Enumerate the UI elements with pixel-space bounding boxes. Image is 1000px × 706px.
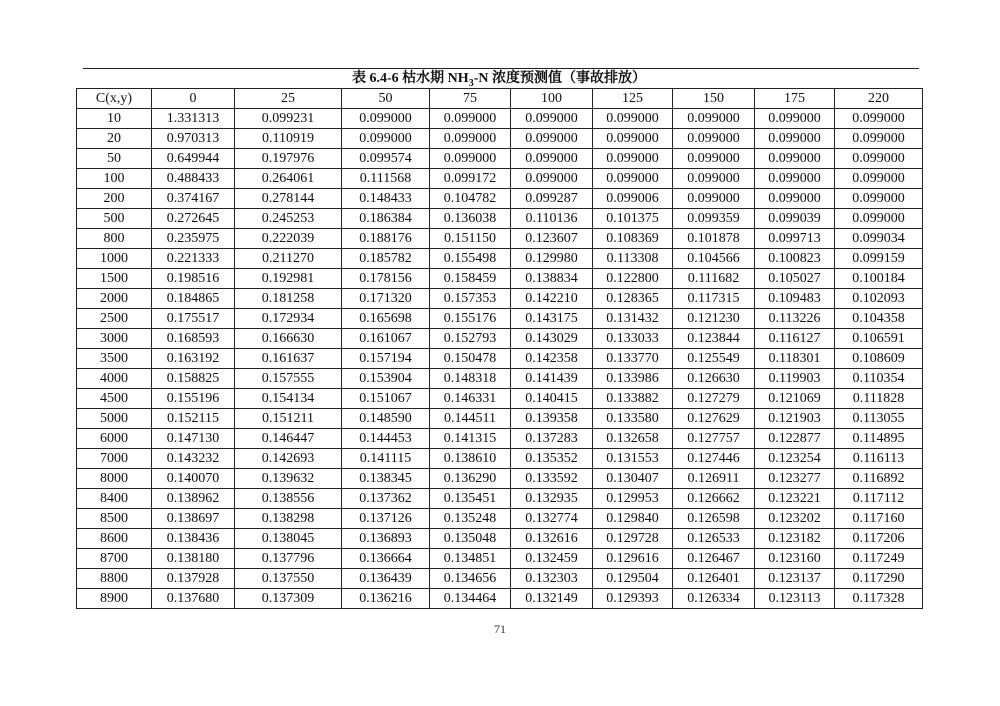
table-cell: 0.123137: [755, 569, 835, 589]
table-cell: 0.157194: [342, 349, 430, 369]
table-cell: 0.138345: [342, 469, 430, 489]
table-cell: 0.154134: [235, 389, 342, 409]
table-cell: 0.138962: [152, 489, 235, 509]
table-cell: 0.126630: [673, 369, 755, 389]
table-cell: 0.137309: [235, 589, 342, 609]
table-cell: 0.104782: [430, 189, 511, 209]
table-cell: 0.138697: [152, 509, 235, 529]
table-cell: 0.123844: [673, 329, 755, 349]
table-cell: 0.116127: [755, 329, 835, 349]
table-cell: 0.197976: [235, 149, 342, 169]
table-cell: 0.171320: [342, 289, 430, 309]
table-cell: 0.133592: [511, 469, 593, 489]
table-cell: 0.155176: [430, 309, 511, 329]
row-header-cell: 800: [77, 229, 152, 249]
table-cell: 0.138834: [511, 269, 593, 289]
table-cell: 0.138436: [152, 529, 235, 549]
row-header-cell: 8400: [77, 489, 152, 509]
table-cell: 0.113226: [755, 309, 835, 329]
table-row: [77, 109, 923, 129]
column-header: 50: [342, 89, 430, 109]
table-cell: 0.161067: [342, 329, 430, 349]
table-cell: 0.152793: [430, 329, 511, 349]
table-row: [77, 589, 923, 609]
table-cell: 0.108609: [835, 349, 923, 369]
column-header: 125: [593, 89, 673, 109]
table-cell: 0.117206: [835, 529, 923, 549]
table-cell: 0.132303: [511, 569, 593, 589]
table-cell: 0.133770: [593, 349, 673, 369]
table-cell: 0.099000: [593, 129, 673, 149]
row-header-cell: 8600: [77, 529, 152, 549]
table-cell: 0.175517: [152, 309, 235, 329]
table-cell: 0.163192: [152, 349, 235, 369]
table-cell: 0.137126: [342, 509, 430, 529]
table-cell: 0.140070: [152, 469, 235, 489]
table-cell: 0.099000: [673, 189, 755, 209]
table-body: [77, 109, 923, 609]
table-cell: 0.099000: [511, 109, 593, 129]
table-row: [77, 209, 923, 229]
table-row: [77, 129, 923, 149]
table-cell: 0.131432: [593, 309, 673, 329]
table-cell: 0.099000: [835, 109, 923, 129]
table-cell: 0.165698: [342, 309, 430, 329]
table-cell: 0.272645: [152, 209, 235, 229]
table-cell: 0.138045: [235, 529, 342, 549]
table-cell: 0.126911: [673, 469, 755, 489]
table-cell: 0.138610: [430, 449, 511, 469]
table-cell: 0.126533: [673, 529, 755, 549]
table-row: [77, 249, 923, 269]
table-cell: 0.126598: [673, 509, 755, 529]
row-header-cell: 8000: [77, 469, 152, 489]
table-cell: 0.099000: [835, 149, 923, 169]
row-header-cell: 1500: [77, 269, 152, 289]
table-cell: 0.125549: [673, 349, 755, 369]
table-cell: 0.188176: [342, 229, 430, 249]
table-cell: 0.123182: [755, 529, 835, 549]
table-cell: 0.155196: [152, 389, 235, 409]
table-cell: 0.137283: [511, 429, 593, 449]
table-cell: 0.374167: [152, 189, 235, 209]
table-cell: 0.101878: [673, 229, 755, 249]
table-cell: 0.166630: [235, 329, 342, 349]
row-header-cell: 50: [77, 149, 152, 169]
table-cell: 0.132149: [511, 589, 593, 609]
table-row: [77, 409, 923, 429]
table-cell: 0.153904: [342, 369, 430, 389]
column-header: 75: [430, 89, 511, 109]
table-row: [77, 449, 923, 469]
table-cell: 0.649944: [152, 149, 235, 169]
table-cell: 0.158825: [152, 369, 235, 389]
table-cell: 0.151211: [235, 409, 342, 429]
header-row: [77, 89, 923, 109]
table-cell: 0.132658: [593, 429, 673, 449]
table-cell: 0.126334: [673, 589, 755, 609]
table-cell: 0.135248: [430, 509, 511, 529]
table-cell: 0.129393: [593, 589, 673, 609]
table-cell: 0.127446: [673, 449, 755, 469]
table-cell: 0.148318: [430, 369, 511, 389]
row-header-cell: 8800: [77, 569, 152, 589]
row-header-cell: 4000: [77, 369, 152, 389]
table-cell: 0.099000: [511, 169, 593, 189]
table-cell: 0.117315: [673, 289, 755, 309]
table-row: [77, 349, 923, 369]
table-cell: 0.133580: [593, 409, 673, 429]
table-cell: 0.117290: [835, 569, 923, 589]
table-cell: 0.245253: [235, 209, 342, 229]
table-cell: 0.099574: [342, 149, 430, 169]
table-cell: 0.129840: [593, 509, 673, 529]
table-caption: [76, 70, 922, 88]
table-cell: 0.099000: [755, 169, 835, 189]
table-cell: 0.100823: [755, 249, 835, 269]
table-cell: 0.110136: [511, 209, 593, 229]
table-cell: 0.099000: [835, 189, 923, 209]
table-row: [77, 549, 923, 569]
table-cell: 0.141115: [342, 449, 430, 469]
table-cell: 0.129728: [593, 529, 673, 549]
table-row: [77, 169, 923, 189]
table-cell: 0.211270: [235, 249, 342, 269]
table-cell: 0.136664: [342, 549, 430, 569]
table-cell: 0.133986: [593, 369, 673, 389]
column-header: 100: [511, 89, 593, 109]
table-cell: 0.136439: [342, 569, 430, 589]
table-cell: 0.137550: [235, 569, 342, 589]
corner-header: C(x,y): [77, 89, 152, 109]
table-cell: 0.117160: [835, 509, 923, 529]
table-row: [77, 189, 923, 209]
table-cell: 0.132774: [511, 509, 593, 529]
table-cell: 0.136893: [342, 529, 430, 549]
table-cell: 0.099000: [430, 129, 511, 149]
row-header-cell: 8700: [77, 549, 152, 569]
table-row: [77, 529, 923, 549]
table-cell: 0.139358: [511, 409, 593, 429]
table-cell: 0.278144: [235, 189, 342, 209]
table-cell: 0.137680: [152, 589, 235, 609]
column-header: 220: [835, 89, 923, 109]
table-cell: 0.099000: [511, 149, 593, 169]
table-cell: 0.099000: [430, 109, 511, 129]
table-cell: 0.099287: [511, 189, 593, 209]
table-row: [77, 509, 923, 529]
table-cell: 0.116892: [835, 469, 923, 489]
table-cell: 0.161637: [235, 349, 342, 369]
table-cell: 0.123202: [755, 509, 835, 529]
row-header-cell: 7000: [77, 449, 152, 469]
table-cell: 0.130407: [593, 469, 673, 489]
table-cell: 0.110354: [835, 369, 923, 389]
table-cell: 0.138180: [152, 549, 235, 569]
table-cell: 0.133033: [593, 329, 673, 349]
table-cell: 0.142693: [235, 449, 342, 469]
table-cell: 0.143175: [511, 309, 593, 329]
table-cell: 0.136290: [430, 469, 511, 489]
table-cell: 0.152115: [152, 409, 235, 429]
table-cell: 0.142210: [511, 289, 593, 309]
table-cell: 0.134656: [430, 569, 511, 589]
table-cell: 0.099359: [673, 209, 755, 229]
table-cell: 0.108369: [593, 229, 673, 249]
table-cell: 0.133882: [593, 389, 673, 409]
caption-subscript: 3: [468, 77, 474, 89]
table-cell: 0.099000: [430, 149, 511, 169]
row-header-cell: 5000: [77, 409, 152, 429]
table-cell: 0.222039: [235, 229, 342, 249]
table-cell: 0.127629: [673, 409, 755, 429]
column-header: 175: [755, 89, 835, 109]
table-row: [77, 309, 923, 329]
table-cell: 0.185782: [342, 249, 430, 269]
table-row: [77, 569, 923, 589]
table-cell: 0.123221: [755, 489, 835, 509]
table-cell: 0.117112: [835, 489, 923, 509]
row-header-cell: 8500: [77, 509, 152, 529]
table-row: [77, 489, 923, 509]
table-cell: 0.131553: [593, 449, 673, 469]
row-header-cell: 2500: [77, 309, 152, 329]
table-cell: 0.235975: [152, 229, 235, 249]
table-row: [77, 469, 923, 489]
table-cell: 0.109483: [755, 289, 835, 309]
table-cell: 0.099000: [673, 129, 755, 149]
table-cell: 0.137796: [235, 549, 342, 569]
table-cell: 0.104566: [673, 249, 755, 269]
table-cell: 0.148590: [342, 409, 430, 429]
table-cell: 0.147130: [152, 429, 235, 449]
table-cell: 0.126401: [673, 569, 755, 589]
table-cell: 0.117328: [835, 589, 923, 609]
table-cell: 0.142358: [511, 349, 593, 369]
table-cell: 0.178156: [342, 269, 430, 289]
table-cell: 0.100184: [835, 269, 923, 289]
table-cell: 0.099000: [342, 109, 430, 129]
table-row: [77, 269, 923, 289]
table-cell: 0.135352: [511, 449, 593, 469]
table-cell: 0.099039: [755, 209, 835, 229]
table-cell: 0.129953: [593, 489, 673, 509]
table-cell: 0.135048: [430, 529, 511, 549]
table-cell: 1.331313: [152, 109, 235, 129]
table-cell: 0.121069: [755, 389, 835, 409]
table-cell: 0.139632: [235, 469, 342, 489]
caption-suffix: -N 浓度预测值（事故排放）: [473, 71, 646, 86]
table-cell: 0.146447: [235, 429, 342, 449]
table-cell: 0.136216: [342, 589, 430, 609]
table-cell: 0.099034: [835, 229, 923, 249]
table-cell: 0.134851: [430, 549, 511, 569]
table-cell: 0.111682: [673, 269, 755, 289]
table-cell: 0.099000: [593, 149, 673, 169]
table-cell: 0.099000: [755, 109, 835, 129]
table-cell: 0.126662: [673, 489, 755, 509]
table-cell: 0.134464: [430, 589, 511, 609]
table-cell: 0.099000: [755, 189, 835, 209]
table-row: [77, 289, 923, 309]
page-number: 71: [494, 622, 506, 636]
table-cell: 0.123277: [755, 469, 835, 489]
table-cell: 0.121230: [673, 309, 755, 329]
table-cell: 0.123113: [755, 589, 835, 609]
table-row: [77, 149, 923, 169]
table-cell: 0.122800: [593, 269, 673, 289]
table-cell: 0.119903: [755, 369, 835, 389]
table-cell: 0.129980: [511, 249, 593, 269]
table-cell: 0.123160: [755, 549, 835, 569]
table-cell: 0.101375: [593, 209, 673, 229]
table-cell: 0.123254: [755, 449, 835, 469]
table-cell: 0.129504: [593, 569, 673, 589]
table-cell: 0.198516: [152, 269, 235, 289]
table-cell: 0.122877: [755, 429, 835, 449]
table-cell: 0.143232: [152, 449, 235, 469]
table-cell: 0.099172: [430, 169, 511, 189]
table-cell: 0.099000: [342, 129, 430, 149]
table-cell: 0.099006: [593, 189, 673, 209]
table-cell: 0.117249: [835, 549, 923, 569]
table-row: [77, 229, 923, 249]
table-cell: 0.135451: [430, 489, 511, 509]
table-cell: 0.099000: [835, 169, 923, 189]
table-cell: 0.172934: [235, 309, 342, 329]
table-cell: 0.137362: [342, 489, 430, 509]
table-cell: 0.157353: [430, 289, 511, 309]
table-row: [77, 429, 923, 449]
table-cell: 0.123607: [511, 229, 593, 249]
table-cell: 0.121903: [755, 409, 835, 429]
table-cell: 0.099000: [755, 129, 835, 149]
table-cell: 0.137928: [152, 569, 235, 589]
table-row: [77, 329, 923, 349]
table-cell: 0.181258: [235, 289, 342, 309]
table-cell: 0.141439: [511, 369, 593, 389]
table-cell: 0.138298: [235, 509, 342, 529]
table-cell: 0.146331: [430, 389, 511, 409]
row-header-cell: 20: [77, 129, 152, 149]
table-cell: 0.132459: [511, 549, 593, 569]
concentration-table: [76, 88, 923, 609]
table-cell: 0.143029: [511, 329, 593, 349]
table-cell: 0.970313: [152, 129, 235, 149]
row-header-cell: 200: [77, 189, 152, 209]
table-cell: 0.148433: [342, 189, 430, 209]
table-cell: 0.099000: [511, 129, 593, 149]
header-rule: [83, 68, 919, 69]
table-cell: 0.099000: [835, 209, 923, 229]
table-cell: 0.111828: [835, 389, 923, 409]
table-cell: 0.106591: [835, 329, 923, 349]
table-row: [77, 389, 923, 409]
table-cell: 0.158459: [430, 269, 511, 289]
table-cell: 0.110919: [235, 129, 342, 149]
table-cell: 0.099159: [835, 249, 923, 269]
row-header-cell: 100: [77, 169, 152, 189]
row-header-cell: 500: [77, 209, 152, 229]
table-row: [77, 369, 923, 389]
table-cell: 0.141315: [430, 429, 511, 449]
table-cell: 0.132616: [511, 529, 593, 549]
caption-prefix: 表 6.4-6 枯水期 NH: [352, 71, 469, 86]
row-header-cell: 1000: [77, 249, 152, 269]
table-cell: 0.104358: [835, 309, 923, 329]
table-cell: 0.150478: [430, 349, 511, 369]
table-cell: 0.099000: [673, 149, 755, 169]
table-cell: 0.168593: [152, 329, 235, 349]
row-header-cell: 4500: [77, 389, 152, 409]
column-header: 25: [235, 89, 342, 109]
table-cell: 0.129616: [593, 549, 673, 569]
table-cell: 0.488433: [152, 169, 235, 189]
table-cell: 0.105027: [755, 269, 835, 289]
table-cell: 0.111568: [342, 169, 430, 189]
table-cell: 0.126467: [673, 549, 755, 569]
table-cell: 0.186384: [342, 209, 430, 229]
table-cell: 0.113055: [835, 409, 923, 429]
table-cell: 0.136038: [430, 209, 511, 229]
table-cell: 0.128365: [593, 289, 673, 309]
table-cell: 0.099000: [593, 109, 673, 129]
table-cell: 0.155498: [430, 249, 511, 269]
row-header-cell: 3500: [77, 349, 152, 369]
table-cell: 0.151067: [342, 389, 430, 409]
table-cell: 0.127279: [673, 389, 755, 409]
row-header-cell: 10: [77, 109, 152, 129]
table-cell: 0.132935: [511, 489, 593, 509]
table-cell: 0.127757: [673, 429, 755, 449]
table-cell: 0.099000: [835, 129, 923, 149]
table-cell: 0.144511: [430, 409, 511, 429]
table-cell: 0.221333: [152, 249, 235, 269]
row-header-cell: 6000: [77, 429, 152, 449]
table-cell: 0.102093: [835, 289, 923, 309]
table-cell: 0.140415: [511, 389, 593, 409]
table-cell: 0.099231: [235, 109, 342, 129]
table-cell: 0.099713: [755, 229, 835, 249]
table-cell: 0.113308: [593, 249, 673, 269]
table-cell: 0.264061: [235, 169, 342, 189]
row-header-cell: 3000: [77, 329, 152, 349]
table-cell: 0.192981: [235, 269, 342, 289]
column-header: 0: [152, 89, 235, 109]
table-cell: 0.099000: [593, 169, 673, 189]
table-cell: 0.144453: [342, 429, 430, 449]
table-cell: 0.099000: [755, 149, 835, 169]
table-cell: 0.099000: [673, 109, 755, 129]
row-header-cell: 2000: [77, 289, 152, 309]
table-cell: 0.157555: [235, 369, 342, 389]
row-header-cell: 8900: [77, 589, 152, 609]
table-cell: 0.184865: [152, 289, 235, 309]
table-cell: 0.114895: [835, 429, 923, 449]
column-header: 150: [673, 89, 755, 109]
table-cell: 0.138556: [235, 489, 342, 509]
table-cell: 0.151150: [430, 229, 511, 249]
table-cell: 0.116113: [835, 449, 923, 469]
table-cell: 0.099000: [673, 169, 755, 189]
table-cell: 0.118301: [755, 349, 835, 369]
